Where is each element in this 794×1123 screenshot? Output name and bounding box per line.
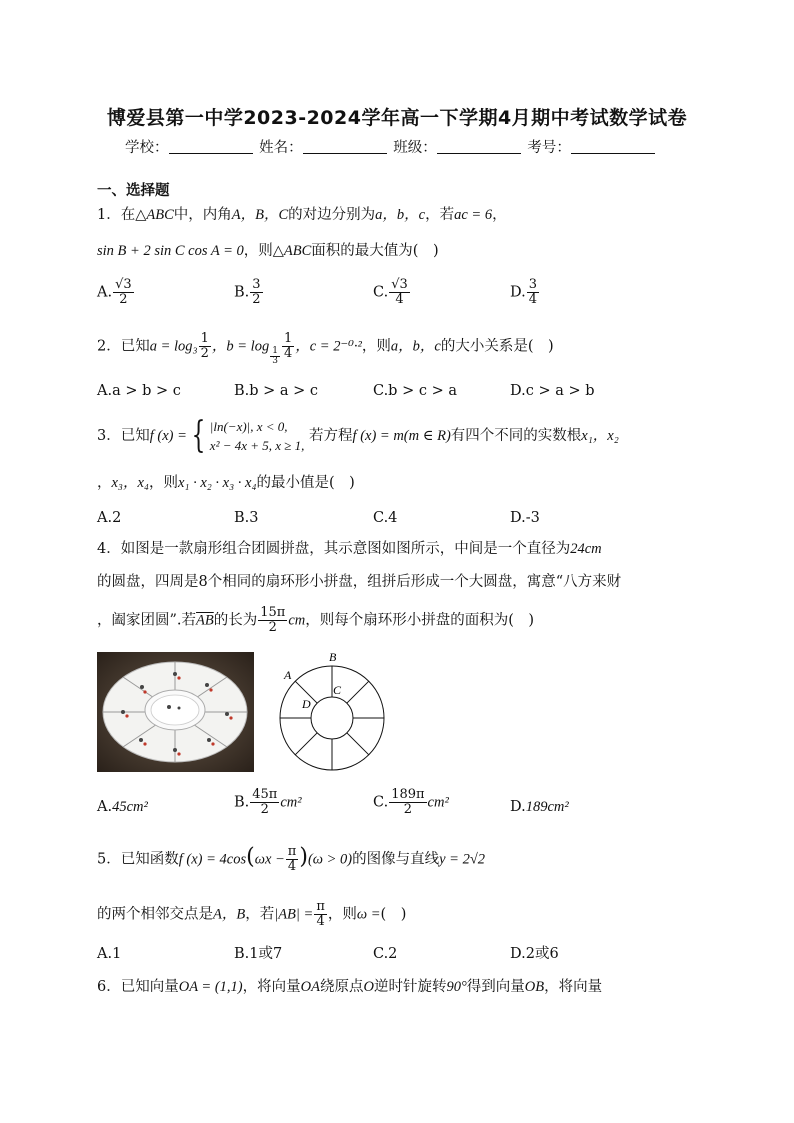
q2-option-d[interactable]: D.c > a > b	[510, 383, 595, 399]
q2-line: 2．已知a = log₃ $\frac{1}{2}$ ，b = log $\frac{1}{3}$ $\frac{1}{4}$ ，c = 2⁻⁰·²，则a，b，c的大小关系是( )	[97, 331, 554, 366]
class-blank[interactable]	[437, 140, 521, 154]
q2-option-c[interactable]: C.b > c > a	[373, 383, 457, 399]
q2-option-a[interactable]: A.a > b > c	[97, 383, 181, 399]
q2-option-b[interactable]: B.b > a > c	[234, 383, 319, 399]
name-blank[interactable]	[303, 140, 387, 154]
number-label: 考号：	[527, 140, 571, 156]
q4-option-b[interactable]: B. $\frac{45\pi}{2}$ cm²	[234, 787, 302, 817]
exam-title: 博爱县第一中学2023-2024学年高一下学期4月期中考试数学试卷	[106, 107, 688, 129]
q1-line2: sin B + 2 sin C cos A = 0，则△ABC面积的最大值为( )	[97, 243, 439, 259]
q6-line1: 6．已知向量OA = (1,1)，将向量OA绕原点O逆时针旋转90°得到向量OB，将向量	[97, 979, 603, 995]
diagram-label-b: B	[329, 650, 337, 664]
q5-option-a[interactable]: A.1	[97, 946, 122, 962]
q1-option-a[interactable]: A. $\frac{√3}{2}$	[97, 277, 132, 307]
q5-option-d[interactable]: D.2或6	[510, 946, 559, 962]
q3-option-a[interactable]: A.2	[97, 510, 122, 526]
school-label: 学校：	[125, 140, 169, 156]
q5-line1: 5．已知函数f (x) = 4cos(ωx − $\frac{\pi}{4}$ )(ω > 0)的图像与直线y = 2√2	[97, 844, 486, 874]
q4-option-d[interactable]: D.189cm²	[510, 799, 569, 815]
class-label: 班级：	[393, 140, 437, 156]
q4-option-a[interactable]: A.45cm²	[97, 799, 148, 815]
q1-option-c[interactable]: C. $\frac{√3}{4}$	[373, 277, 408, 307]
q3-option-c[interactable]: C.4	[373, 510, 398, 526]
q3-line2: ，x₃，x₄，则x₁ · x₂ · x₃ · x₄的最小值是( )	[97, 475, 355, 491]
q3-option-d[interactable]: D.-3	[510, 510, 540, 526]
q5-line2: 的两个相邻交点是A，B，若|AB| = $\frac{\pi}{4}$ ，则ω =( )	[97, 899, 407, 929]
q3-line1: 3．已知f (x) = { |ln(−x)|, x < 0, x² − 4x + 5, x ≥ 1, 若方程f (x) = m(m ∈ R)有四个不同的实数根x₁，x₂	[97, 415, 619, 456]
q5-option-c[interactable]: C.2	[373, 946, 398, 962]
q3-option-b[interactable]: B.3	[234, 510, 259, 526]
q4-line3: ，阖家团圆”.若$\overline{AB}$的长为 $\frac{15\pi}{2}$ cm，则每个扇环形小拼盘的面积为( )	[97, 605, 535, 635]
q1-option-b[interactable]: B. $\frac{3}{2}$	[234, 277, 261, 307]
q4-line1: 4．如图是一款扇形组合团圆拼盘，其示意图如图所示，中间是一个直径为24cm	[97, 541, 602, 557]
q1-line1: 1．在△ABC中，内角A，B，C的对边分别为a，b，c，若ac = 6，	[97, 207, 507, 223]
q4-option-c[interactable]: C. $\frac{189\pi}{2}$ cm²	[373, 787, 449, 817]
name-label: 姓名：	[259, 140, 303, 156]
school-blank[interactable]	[169, 140, 253, 154]
section-heading: 一、选择题	[97, 183, 170, 199]
platter-photo	[97, 652, 254, 772]
student-info-line	[125, 136, 657, 157]
diagram-label-d: D	[302, 697, 311, 711]
diagram-label-c: C	[333, 683, 342, 697]
q1-option-d[interactable]: D. $\frac{3}{4}$	[510, 277, 537, 307]
q5-option-b[interactable]: B.1或7	[234, 946, 283, 962]
platter-diagram	[276, 648, 388, 776]
diagram-label-a: A	[284, 668, 292, 682]
number-blank[interactable]	[571, 140, 655, 154]
q4-line2: 的圆盘，四周是8个相同的扇环形小拼盘，组拼后形成一个大圆盘，寓意“八方来财	[97, 574, 622, 590]
